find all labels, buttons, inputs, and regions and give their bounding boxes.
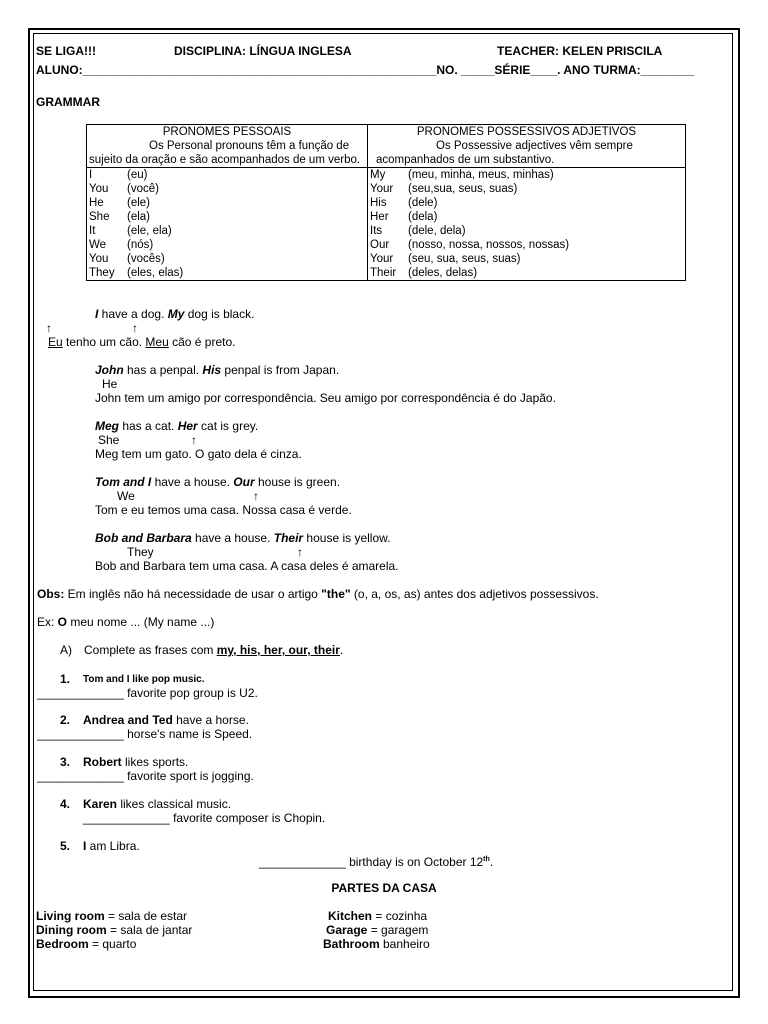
example-1-en: I have a dog. My dog is black.	[95, 307, 255, 321]
arrow-icon: ↑	[132, 321, 138, 335]
personal-row	[89, 238, 365, 252]
house-right-item: Garage = garagem	[326, 923, 429, 937]
item-answer-line[interactable]: _____________ horse's name is Speed.	[37, 727, 253, 741]
arrow-icon: ↑	[191, 433, 197, 447]
personal-desc: Os Personal pronouns têm a função de sujeito da oração e são acompanhados de um verbo.	[89, 140, 361, 166]
personal-header-cell	[87, 125, 368, 168]
poss-en: His	[370, 197, 387, 209]
poss-en: Your	[370, 253, 394, 265]
poss-en: Their	[370, 267, 397, 279]
pron-pt: (eles, elas)	[127, 267, 184, 279]
possessive-row	[370, 238, 683, 252]
example-3-en: Meg has a cat. Her cat is grey.	[95, 419, 259, 433]
teacher-label: TEACHER: KELEN PRISCILA	[497, 44, 663, 58]
personal-row	[89, 196, 365, 210]
item-answer-line[interactable]: _____________ favorite sport is jogging.	[37, 769, 254, 783]
pron-pt: (você)	[127, 183, 159, 195]
pron-en: I	[89, 169, 93, 181]
arrow-icon: ↑	[253, 489, 259, 503]
house-right-item: Bathroom banheiro	[323, 937, 430, 951]
possessive-header-cell	[368, 125, 686, 168]
possessive-row	[370, 266, 683, 280]
house-left-item: Dining room = sala de jantar	[36, 923, 193, 937]
se-liga-label: SE LIGA!!!	[36, 44, 96, 58]
pron-pt: (vocês)	[127, 253, 165, 265]
poss-pt: (dele, dela)	[408, 225, 466, 237]
item-number: 5.	[60, 839, 71, 853]
arrow-icon: ↑	[297, 545, 303, 559]
pron-pt: (ele)	[127, 197, 151, 209]
personal-row	[89, 224, 365, 238]
poss-en: Its	[370, 225, 383, 237]
ex-note: Ex: O meu nome ... (My name ...)	[37, 615, 215, 629]
example-1-pt: Eu tenho um cão. Meu cão é preto.	[48, 335, 236, 349]
possessive-row	[370, 210, 683, 224]
item-number: 1.	[60, 672, 71, 686]
house-left-item: Bedroom = quarto	[36, 937, 137, 951]
possessive-row	[370, 196, 683, 210]
item-prompt: Tom and I like pop music.	[83, 674, 205, 685]
example-2-hint: He	[102, 377, 118, 391]
item-prompt: I am Libra.	[83, 839, 140, 853]
personal-list-cell	[87, 168, 368, 281]
personal-head: PRONOMES PESSOAIS	[162, 126, 292, 138]
possessive-head: PRONOMES POSSESSIVOS ADJETIVOS	[416, 126, 637, 138]
pron-pt: (ela)	[127, 211, 151, 223]
example-4-hint: We	[117, 489, 135, 503]
personal-row	[89, 168, 365, 182]
poss-en: My	[370, 169, 386, 181]
item-number: 2.	[60, 713, 71, 727]
pron-en: They	[89, 267, 115, 279]
personal-row	[89, 210, 365, 224]
example-5-pt: Bob and Barbara tem uma casa. A casa deles é amarela.	[95, 559, 399, 573]
aluno-line: ALUNO:_____________________________________________________NO. _____SÉRIE____. ANO TURMA:________	[36, 63, 695, 77]
disciplina-label: DISCIPLINA: LÍNGUA INGLESA	[174, 44, 352, 58]
pron-pt: (nós)	[127, 239, 154, 251]
obs-note: Obs: Em inglês não há necessidade de usar o artigo "the" (o, a, os, as) antes dos adjetivos possessivos.	[37, 587, 599, 601]
pron-pt: (eu)	[127, 169, 148, 181]
item-number: 3.	[60, 755, 71, 769]
house-right-item: Kitchen = cozinha	[328, 909, 428, 923]
house-title: PARTES DA CASA	[331, 881, 437, 895]
example-4-en: Tom and I have a house. Our house is green.	[95, 475, 341, 489]
possessive-row	[370, 182, 683, 196]
poss-pt: (nosso, nossa, nossos, nossas)	[408, 239, 570, 251]
pron-en: She	[89, 211, 110, 223]
possessive-row	[370, 224, 683, 238]
exercise-instruction: Complete as frases com my, his, her, our, their.	[84, 643, 344, 657]
possessive-row	[370, 168, 683, 182]
example-2-pt: John tem um amigo por correspondência. Seu amigo por correspondência é do Japão.	[95, 391, 556, 405]
personal-row	[89, 266, 365, 280]
pron-en: We	[89, 239, 107, 251]
example-5-hint: They	[127, 545, 154, 559]
pron-en: He	[89, 197, 104, 209]
pron-en: You	[89, 183, 109, 195]
example-2-en: John has a penpal. His penpal is from Japan.	[95, 363, 340, 377]
example-3-hint: She	[98, 433, 120, 447]
example-4-pt: Tom e eu temos uma casa. Nossa casa é verde.	[95, 503, 352, 517]
grammar-title: GRAMMAR	[36, 95, 100, 109]
poss-en: Our	[370, 239, 390, 251]
item-prompt: Karen likes classical music.	[83, 797, 232, 811]
example-5-en: Bob and Barbara have a house. Their house is yellow.	[95, 531, 391, 545]
pron-en: It	[89, 225, 96, 237]
poss-en: Her	[370, 211, 389, 223]
possessive-row	[370, 252, 683, 266]
poss-pt: (dele)	[408, 197, 438, 209]
poss-en: Your	[370, 183, 394, 195]
personal-row	[89, 252, 365, 266]
possessive-list-cell	[368, 168, 686, 281]
poss-pt: (dela)	[408, 211, 438, 223]
item-number: 4.	[60, 797, 71, 811]
possessive-desc: Os Possessive adjectives vêm sempre acompanhados de um substantivo.	[376, 140, 633, 166]
item-answer-line[interactable]: _____________ favorite pop group is U2.	[37, 686, 258, 700]
house-left-item: Living room = sala de estar	[36, 909, 188, 923]
item-answer-line[interactable]: _____________ birthday is on October 12th.	[259, 855, 494, 869]
item-answer-line[interactable]: _____________ favorite composer is Chopin.	[83, 811, 326, 825]
item-prompt: Robert likes sports.	[83, 755, 189, 769]
poss-pt: (seu,sua, seus, suas)	[408, 183, 518, 195]
example-3-pt: Meg tem um gato. O gato dela é cinza.	[95, 447, 302, 461]
pron-pt: (ele, ela)	[127, 225, 172, 237]
poss-pt: (meu, minha, meus, minhas)	[408, 169, 554, 181]
pron-en: You	[89, 253, 109, 265]
pronouns-table	[86, 124, 686, 281]
poss-pt: (seu, sua, seus, suas)	[408, 253, 521, 265]
item-prompt: Andrea and Ted have a horse.	[83, 713, 249, 727]
poss-pt: (deles, delas)	[408, 267, 478, 279]
arrow-icon: ↑	[46, 321, 52, 335]
personal-row	[89, 182, 365, 196]
exercise-letter: A)	[60, 643, 72, 657]
